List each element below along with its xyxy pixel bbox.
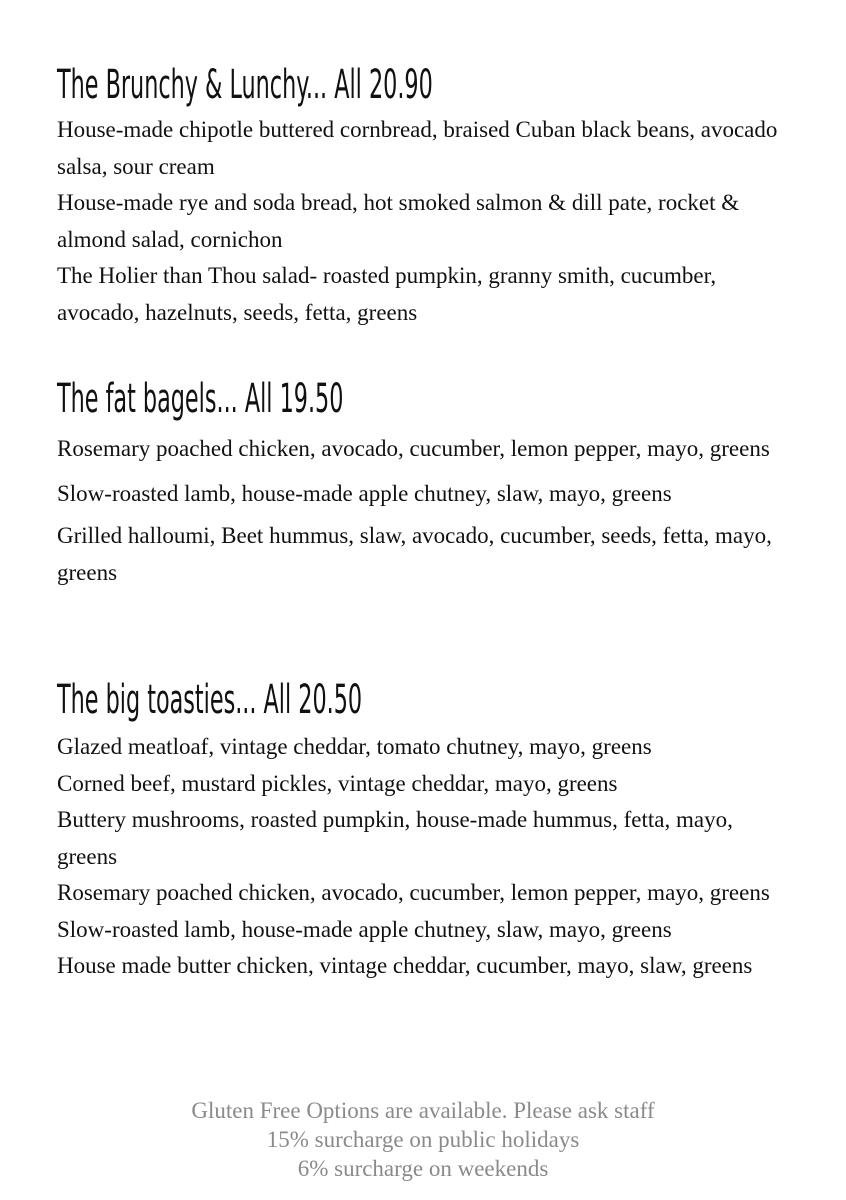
weekend-surcharge-note: 6% surcharge on weekends	[297, 1156, 549, 1181]
gluten-free-note: Gluten Free Options are available. Please ask staff	[191, 1098, 655, 1123]
menu-item: Corned beef, mustard pickles, vintage cheddar, mayo, greens	[57, 770, 618, 796]
item-list	[57, 426, 797, 591]
menu-item: House-made chipotle buttered cornbread, braised Cuban black beans, avocado salsa, sour cream	[57, 117, 778, 179]
menu-item: Slow-roasted lamb, house-made apple chutney, slaw, mayo, greens	[57, 916, 672, 942]
holiday-surcharge-note: 15% surcharge on public holidays	[266, 1127, 580, 1152]
menu-section-big-toasties	[57, 677, 797, 985]
menu-footer	[0, 1096, 846, 1183]
item-list	[57, 729, 797, 985]
menu-item: House made butter chicken, vintage cheddar, cucumber, mayo, slaw, greens	[57, 953, 753, 978]
section-title: The fat bagels... All 19.50	[57, 376, 344, 422]
menu-item: Buttery mushrooms, roasted pumpkin, house-made hummus, fetta, mayo, greens	[57, 807, 733, 869]
item-list	[57, 112, 797, 331]
menu-item: Grilled halloumi, Beet hummus, slaw, avocado, cucumber, seeds, fetta, mayo, greens	[57, 523, 772, 585]
menu-item: House-made rye and soda bread, hot smoked salmon & dill pate, rocket & almond salad, cornichon	[57, 190, 740, 252]
section-title: The big toasties... All 20.50	[57, 677, 363, 723]
menu-section-fat-bagels	[57, 376, 797, 591]
menu-item: The Holier than Thou salad- roasted pumpkin, granny smith, cucumber, avocado, hazelnuts, seeds, fetta, greens	[57, 263, 717, 325]
menu-item: Glazed meatloaf, vintage cheddar, tomato chutney, mayo, greens	[57, 734, 652, 759]
menu-item: Rosemary poached chicken, avocado, cucumber, lemon pepper, mayo, greens	[57, 880, 770, 905]
section-title: The Brunchy & Lunchy... All 20.90	[57, 62, 433, 108]
menu-item: Rosemary poached chicken, avocado, cucumber, lemon pepper, mayo, greens	[57, 436, 770, 461]
menu-item: Slow-roasted lamb, house-made apple chutney, slaw, mayo, greens	[57, 481, 672, 506]
menu-section-brunchy-lunchy	[57, 62, 797, 331]
